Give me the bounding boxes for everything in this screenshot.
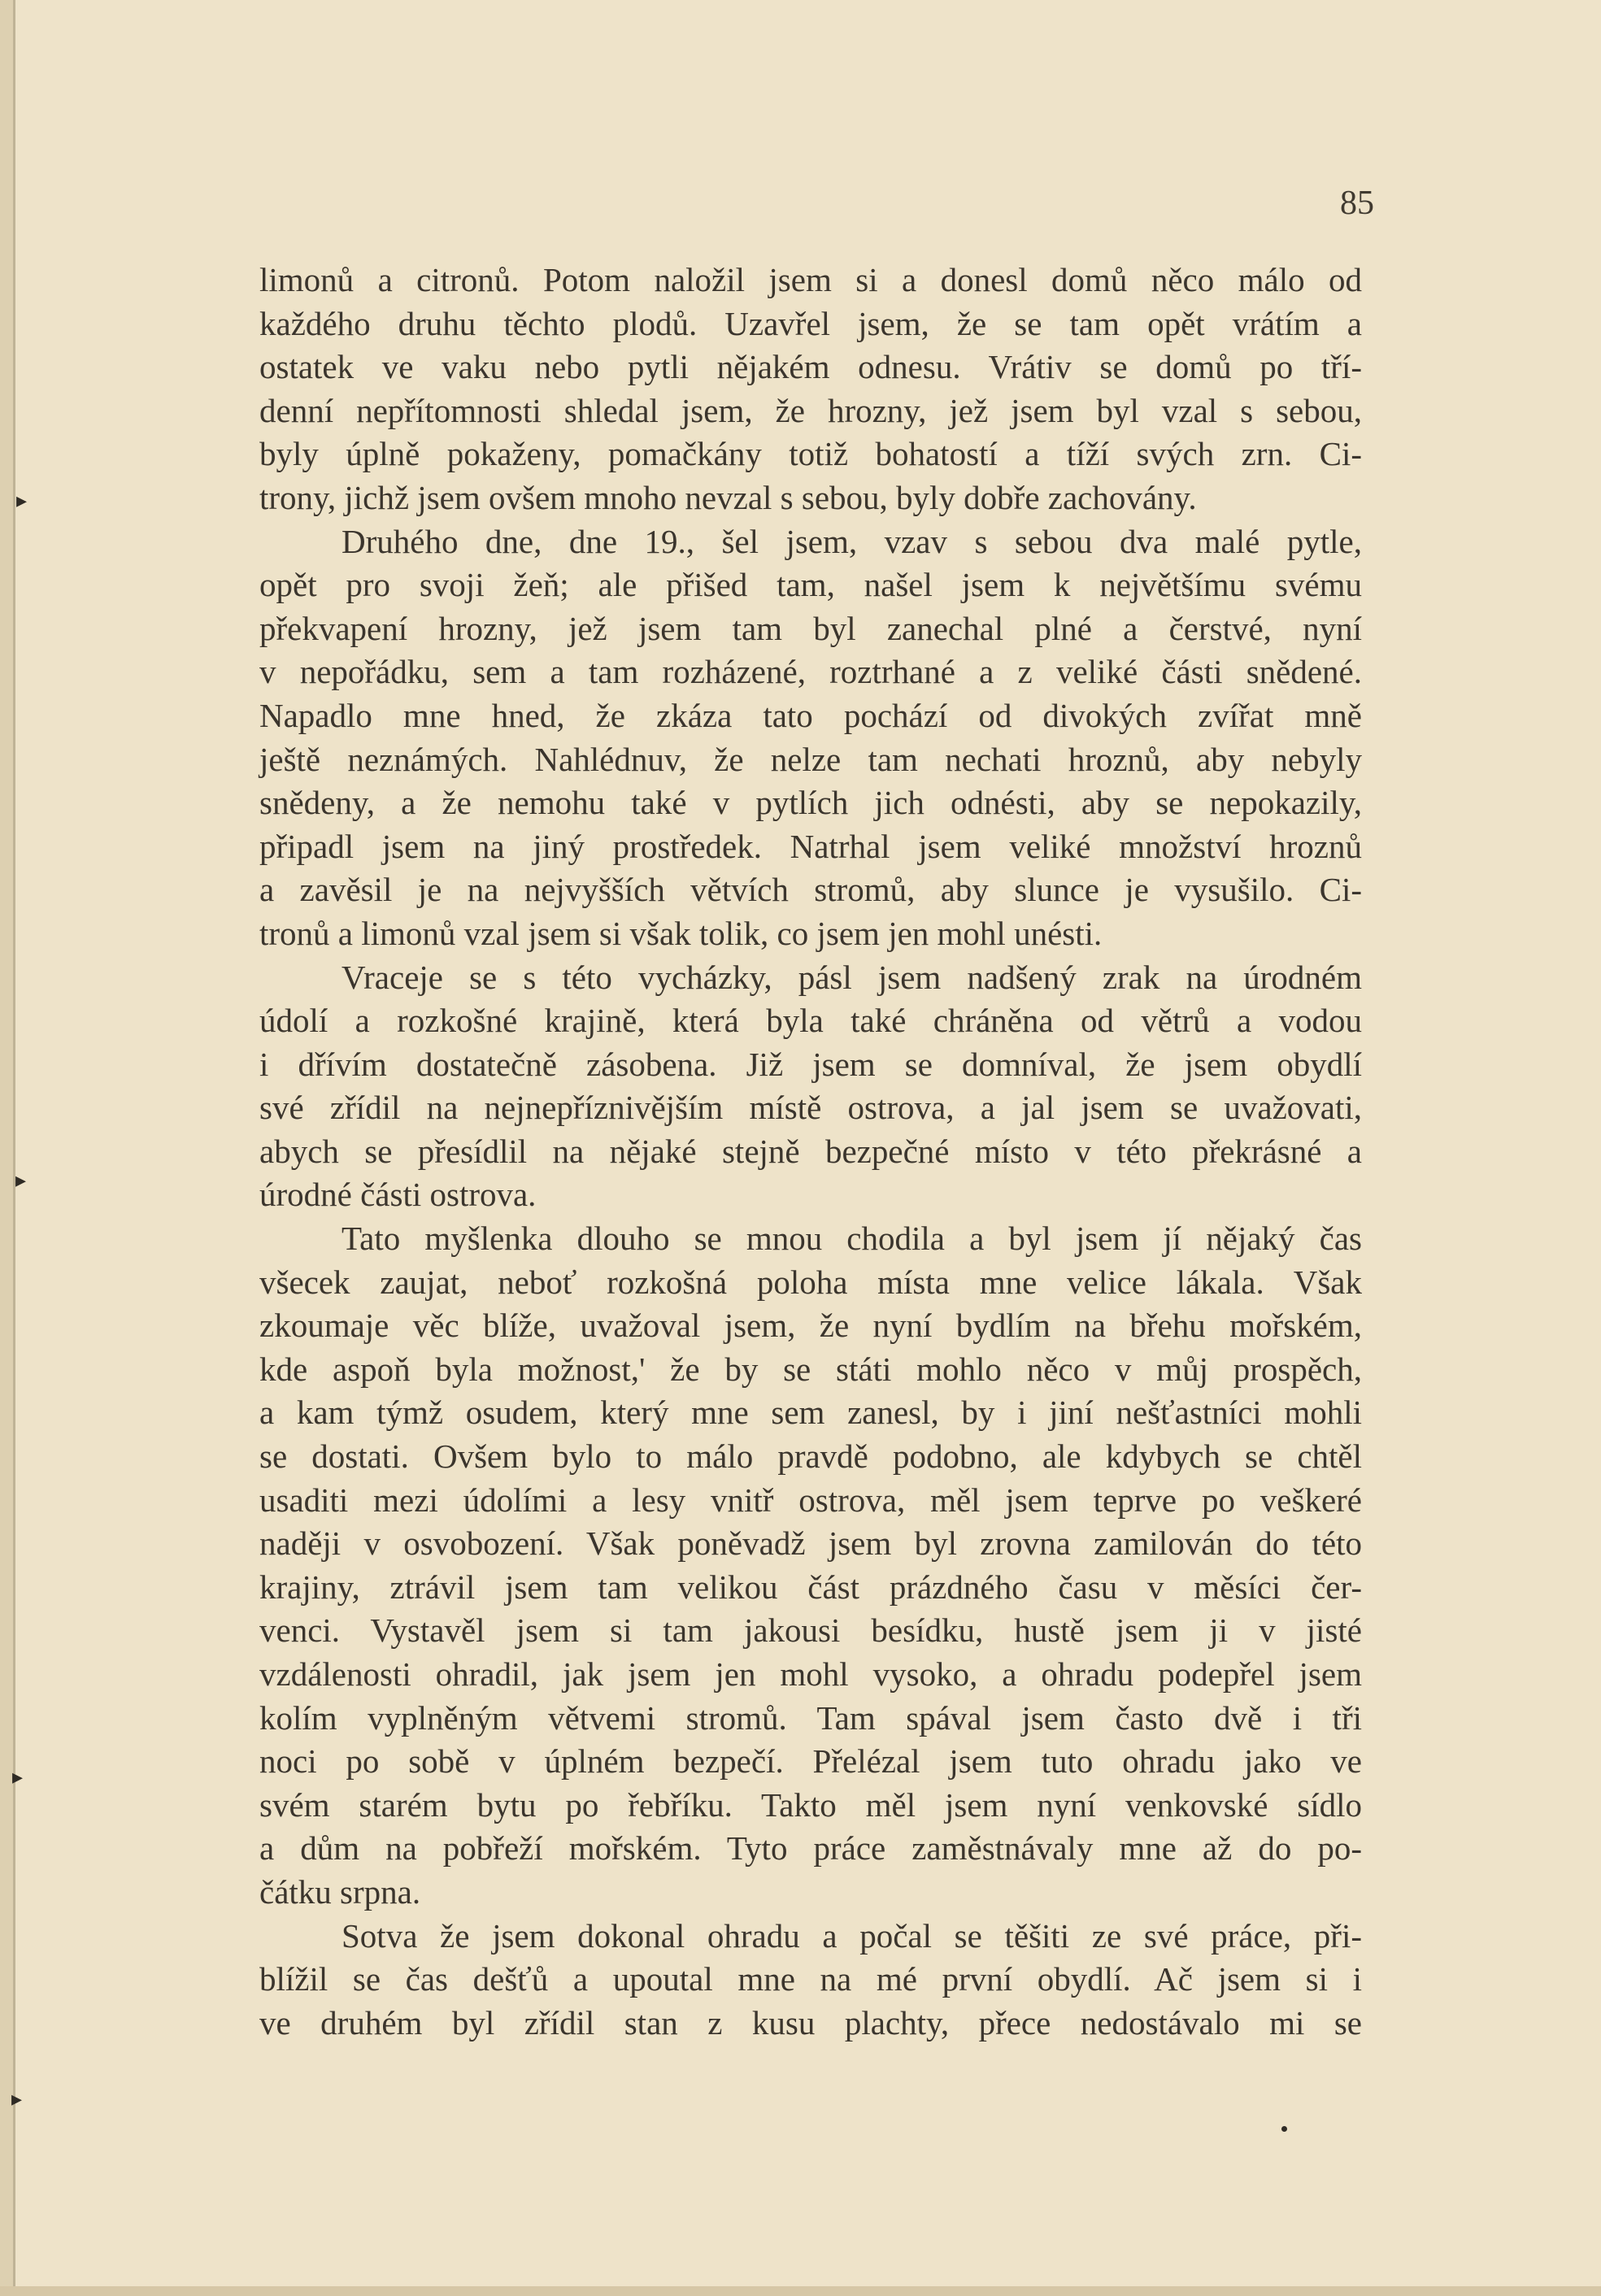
- text-line-31: krajiny, ztrávil jsem tam velikou část prázdného času v měsíci čer-: [259, 1568, 1362, 1606]
- text-line-30: naději v osvobození. Však poněvadž jsem byl zrovna zamilován do této: [259, 1524, 1362, 1563]
- text-line-18: údolí a rozkošné krajině, která byla také chráněna od větrů a vodou: [259, 1002, 1362, 1040]
- margin-arrow-icon: ▸: [12, 1765, 24, 1789]
- text-line-14: připadl jsem na jiný prostředek. Natrhal jsem veliké množství hroznů: [259, 827, 1362, 865]
- text-line-15: a zavěsil je na nejvyšších větvích stromů, aby slunce je vysušilo. Ci-: [259, 871, 1362, 909]
- margin-arrow-icon: ▸: [16, 489, 28, 513]
- text-line-17: Vraceje se s této vycházky, pásl jsem nadšený zrak na úrodném: [342, 958, 1362, 996]
- text-line-7: Druhého dne, dne 19., šel jsem, vzav s sebou dva malé pytle,: [342, 522, 1362, 560]
- text-line-3: ostatek ve vaku nebo pytli nějakém odnesu. Vrátiv se domů po tří-: [259, 348, 1362, 386]
- text-line-21: abych se přesídlil na nějaké stejně bezpečné místo v této překrásné a: [259, 1132, 1362, 1170]
- text-line-38: čátku srpna.: [259, 1872, 421, 1911]
- text-line-26: kde aspoň byla možnost,' že by se státi mohlo něco v můj prospěch,: [259, 1350, 1362, 1388]
- ink-dot: [1281, 2126, 1287, 2132]
- text-line-12: ještě neznámých. Nahlédnuv, že nelze tam nechati hroznů, aby nebyly: [259, 740, 1362, 778]
- text-line-36: svém starém bytu po řebříku. Takto měl jsem nyní venkovské sídlo: [259, 1785, 1362, 1824]
- text-line-6: trony, jichž jsem ovšem mnoho nevzal s sebou, byly dobře zachovány.: [259, 478, 1197, 516]
- text-line-2: každého druhu těchto plodů. Uzavřel jsem, že se tam opět vrátím a: [259, 304, 1362, 342]
- text-line-22: úrodné části ostrova.: [259, 1176, 537, 1214]
- text-line-10: v nepořádku, sem a tam rozházené, roztrhané a z veliké části snědené.: [259, 653, 1362, 691]
- text-line-34: kolím vyplněným větvemi stromů. Tam spával jsem často dvě i tři: [259, 1698, 1362, 1737]
- text-line-40: blížil se čas dešťů a upoutal mne na mé první obydlí. Ač jsem si i: [259, 1960, 1362, 1998]
- text-line-19: i dřívím dostatečně zásobena. Již jsem se domníval, že jsem obydlí: [259, 1045, 1362, 1083]
- text-line-4: denní nepřítomnosti shledal jsem, že hrozny, jež jsem byl vzal s sebou,: [259, 391, 1362, 429]
- text-line-9: překvapení hrozny, jež jsem tam byl zanechal plné a čerstvé, nyní: [259, 609, 1362, 647]
- text-line-1: limonů a citronů. Potom naložil jsem si a donesl domů něco málo od: [259, 261, 1362, 298]
- text-line-41: ve druhém byl zřídil stan z kusu plachty, přece nedostávalo mi se: [259, 2003, 1362, 2042]
- text-line-35: noci po sobě v úplném bezpečí. Přelézal jsem tuto ohradu jako ve: [259, 1742, 1362, 1781]
- text-line-16: tronů a limonů vzal jsem si však tolik, co jsem jen mohl unésti.: [259, 914, 1103, 952]
- text-line-29: usaditi mezi údolími a lesy vnitř ostrova, měl jsem teprve po veškeré: [259, 1481, 1362, 1519]
- text-line-20: své zřídil na nejnepříznivějším místě ostrova, a jal jsem se uvažovati,: [259, 1089, 1362, 1127]
- text-line-27: a kam týmž osudem, který mne sem zanesl, by i jiní nešťastníci mohli: [259, 1394, 1362, 1432]
- text-line-37: a dům na pobřeží mořském. Tyto práce zaměstnávaly mne až do po-: [259, 1829, 1362, 1868]
- text-line-33: vzdálenosti ohradil, jak jsem jen mohl vysoko, a ohradu podepřel jsem: [259, 1655, 1362, 1693]
- margin-arrow-icon: ▸: [11, 2087, 23, 2111]
- text-line-24: všecek zaujat, neboť rozkošná poloha místa mne velice lákala. Však: [259, 1263, 1362, 1301]
- page-number: 85: [1340, 185, 1374, 222]
- text-line-5: byly úplně pokaženy, pomačkány totiž bohatostí a tíží svých zrn. Ci-: [259, 435, 1362, 473]
- body-text: [259, 259, 1362, 2045]
- page-bottom-edge: [0, 2286, 1601, 2296]
- text-line-25: zkoumaje věc blíže, uvažoval jsem, že nyní bydlím na břehu mořském,: [259, 1307, 1362, 1345]
- binding-shadow-line: [13, 0, 15, 2296]
- text-line-8: opět pro svoji žeň; ale přišed tam, našel jsem k největšímu svému: [259, 566, 1362, 604]
- text-line-39: Sotva že jsem dokonal ohradu a počal se těšiti ze své práce, při-: [342, 1916, 1362, 1955]
- text-line-28: se dostati. Ovšem bylo to málo pravdě podobno, ale kdybych se chtěl: [259, 1437, 1362, 1476]
- text-line-11: Napadlo mne hned, že zkáza tato pochází od divokých zvířat mně: [259, 696, 1362, 734]
- text-line-32: venci. Vystavěl jsem si tam jakousi besídku, hustě jsem ji v jisté: [259, 1611, 1362, 1650]
- text-line-23: Tato myšlenka dlouho se mnou chodila a byl jsem jí nějaký čas: [342, 1220, 1362, 1258]
- margin-arrow-icon: ▸: [15, 1168, 27, 1193]
- text-line-13: snědeny, a že nemohu také v pytlích jich odnésti, aby se nepokazily,: [259, 784, 1362, 822]
